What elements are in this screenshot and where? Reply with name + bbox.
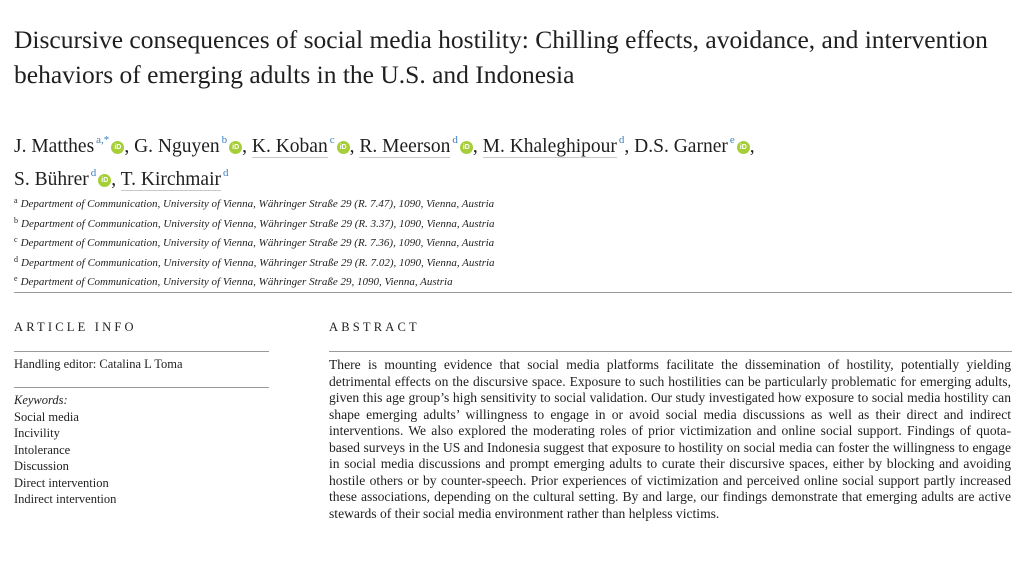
affiliation-marker: d: [14, 254, 18, 264]
author-name[interactable]: R. Meerson: [359, 136, 451, 157]
affiliation-ref[interactable]: d: [618, 134, 625, 146]
author-name[interactable]: G. Nguyen: [134, 136, 220, 157]
affiliation-text: Department of Communication, University of Vienna, Währinger Straße 29 (R. 3.37), 1090, Vienna, Austria: [21, 217, 495, 230]
affiliation: [14, 193, 814, 213]
article-info-heading: ARTICLE INFO: [14, 320, 137, 334]
article-title: Discursive consequences of social media hostility: Chilling effects, avoidance, and intervention behaviors of emerging adults in the U.S. and Indonesia: [14, 25, 988, 89]
keywords: [14, 392, 116, 508]
affiliations: [14, 193, 814, 291]
author: [634, 136, 750, 157]
orcid-icon[interactable]: iD: [111, 141, 124, 154]
author-name[interactable]: J. Matthes: [14, 136, 95, 157]
author-name[interactable]: T. Kirchmair: [120, 169, 222, 190]
orcid-icon[interactable]: iD: [460, 141, 473, 154]
divider: [14, 387, 269, 388]
keyword: Direct intervention: [14, 475, 109, 490]
author-name[interactable]: S. Bührer: [14, 169, 89, 190]
divider: [14, 351, 269, 352]
divider: [329, 351, 1012, 352]
affiliation-text: Department of Communication, University of Vienna, Währinger Straße 29 (R. 7.36), 1090, Vienna, Austria: [20, 237, 495, 249]
affiliation-ref[interactable]: b: [221, 134, 228, 146]
author-list: J. Matthes $^{a,*}$iD , G. Nguyen $^b$iD , K. Koban $^c$iD , R. Meerson $^d$iD , M. Khaleghipour $^d$, D.S. Garner $^e$iD , S. Bührer $^d$iD , T. Kirchmair $^d$: [14, 134, 755, 190]
affiliation: [14, 271, 814, 291]
orcid-icon[interactable]: iD: [98, 174, 111, 187]
author-name[interactable]: D.S. Garner: [634, 136, 728, 157]
affiliation-ref[interactable]: d: [223, 167, 229, 179]
affiliation: [14, 232, 814, 252]
divider: [14, 292, 1012, 293]
orcid-icon[interactable]: iD: [737, 141, 750, 154]
keyword: Social media: [14, 409, 79, 424]
author: [121, 169, 229, 190]
author: [14, 169, 111, 190]
keyword: Discussion: [14, 459, 69, 473]
keyword: Indirect intervention: [14, 492, 117, 506]
author: [252, 136, 350, 157]
author: [483, 136, 625, 157]
affiliation-ref[interactable]: c: [329, 134, 335, 146]
affiliation-ref[interactable]: d: [90, 167, 97, 179]
handling-editor: Handling editor: Catalina L Toma: [14, 357, 183, 371]
affiliation-marker: c: [14, 235, 18, 244]
affiliation: [14, 213, 814, 233]
abstract-text: There is mounting evidence that social media platforms facilitate the dissemination of hostility, potentially yielding detrimental effects on the discursive space. Exposure to such hostilities can be particularly problematic for emerging adults, given this age group’s high sensitivity to social validation. Our study investigated how exposure to social media hostility can shape emerging adults’ willingness to engage in or avoid social media discussions as well as their direct and indirect interventions. We also explored the moderating roles of prior victimization and online social support. Findings of quota-based surveys in the US and Indonesia suggest that exposure to hostility on social media can foster the willingness to engage in social media discussions and prompt emerging adults to curate their discursive spaces, either by blocking and avoiding hostile others or by counter-speech. Prior experiences of victimization and perceived online social support partly increased these associations, depending on the cultural setting. By and large, our findings demonstrate that emerging adults are active stewards of their social media environment rather than helpless victims.: [329, 357, 1011, 521]
author: [359, 136, 473, 157]
author-name[interactable]: M. Khaleghipour: [482, 136, 617, 157]
affiliation-marker: b: [14, 215, 18, 225]
author: [134, 136, 242, 157]
affiliation-ref[interactable]: e: [729, 134, 735, 146]
abstract-heading: ABSTRACT: [329, 320, 420, 334]
affiliation-marker: e: [14, 274, 18, 283]
affiliation-marker: a: [14, 196, 18, 205]
orcid-icon[interactable]: iD: [337, 141, 350, 154]
keyword: Intolerance: [14, 442, 71, 457]
affiliation-text: Department of Communication, University of Vienna, Währinger Straße 29, 1090, Vienna, Austria: [20, 276, 453, 288]
affiliation: [14, 252, 814, 272]
affiliation-ref[interactable]: a,*: [96, 134, 110, 146]
author: [14, 136, 124, 157]
affiliation-ref[interactable]: d: [452, 134, 458, 146]
orcid-icon[interactable]: iD: [229, 141, 242, 154]
author-name[interactable]: K. Koban: [251, 136, 328, 157]
affiliation-text: Department of Communication, University of Vienna, Währinger Straße 29 (R. 7.02), 1090, Vienna, Austria: [21, 256, 495, 269]
keyword: Incivility: [14, 426, 60, 440]
affiliation-text: Department of Communication, University of Vienna, Währinger Straße 29 (R. 7.47), 1090, Vienna, Austria: [20, 198, 495, 210]
keywords-heading: Keywords:: [14, 393, 68, 407]
